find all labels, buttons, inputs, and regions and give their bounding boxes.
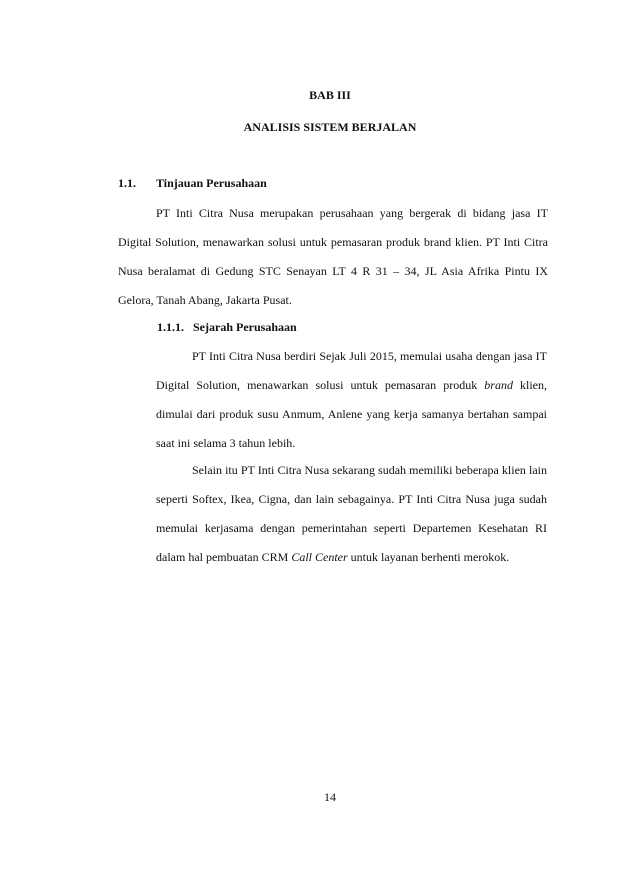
subsection-number: 1.1.1. — [157, 320, 184, 334]
paragraph-text: klien, dimulai dari produk susu Anmum, Anlene yang kerja samanya bertahan sampai saat ini selama 3 tahun lebih. — [156, 378, 547, 450]
paragraph-text: untuk layanan berhenti merokok. — [347, 550, 510, 564]
emphasis-text: brand — [484, 378, 513, 392]
page-number: 14 — [324, 790, 336, 804]
subsection-heading — [157, 320, 297, 335]
section-paragraph: PT Inti Citra Nusa merupakan perusahaan yang bergerak di bidang jasa IT Digital Solution, menawarkan solusi untuk pemasaran produk brand klien. PT Inti Citra Nusa beralamat di Gedung STC Senayan LT 4 R 31 – 34, JL Asia Afrika Pintu IX Gelora, Tanah Abang, Jakarta Pusat. — [118, 206, 548, 307]
section-title: Tinjauan Perusahaan — [156, 176, 267, 190]
emphasis-text: Call Center — [291, 550, 348, 564]
subsection-paragraph-1 — [156, 342, 547, 458]
chapter-title: ANALISIS SISTEM BERJALAN — [243, 120, 417, 134]
chapter-label: BAB III — [309, 88, 351, 102]
paragraph-text: PT Inti Citra Nusa berdiri Sejak Juli 2015, memulai usaha dengan jasa IT Digital Solution, menawarkan solusi untuk pemasaran produk — [156, 349, 547, 392]
subsection-title: Sejarah Perusahaan — [193, 320, 297, 334]
section-heading — [118, 176, 267, 191]
subsection-paragraph-2 — [156, 456, 547, 572]
section-number: 1.1. — [118, 176, 136, 190]
paragraph-text: Selain itu PT Inti Citra Nusa sekarang sudah memiliki beberapa klien lain seperti Softex, Ikea, Cigna, dan lain sebagainya. PT Inti Citra Nusa juga sudah memulai kerjasama dengan pemerintahan seperti Departemen Kesehatan RI dalam hal pembuatan CRM — [156, 463, 547, 564]
